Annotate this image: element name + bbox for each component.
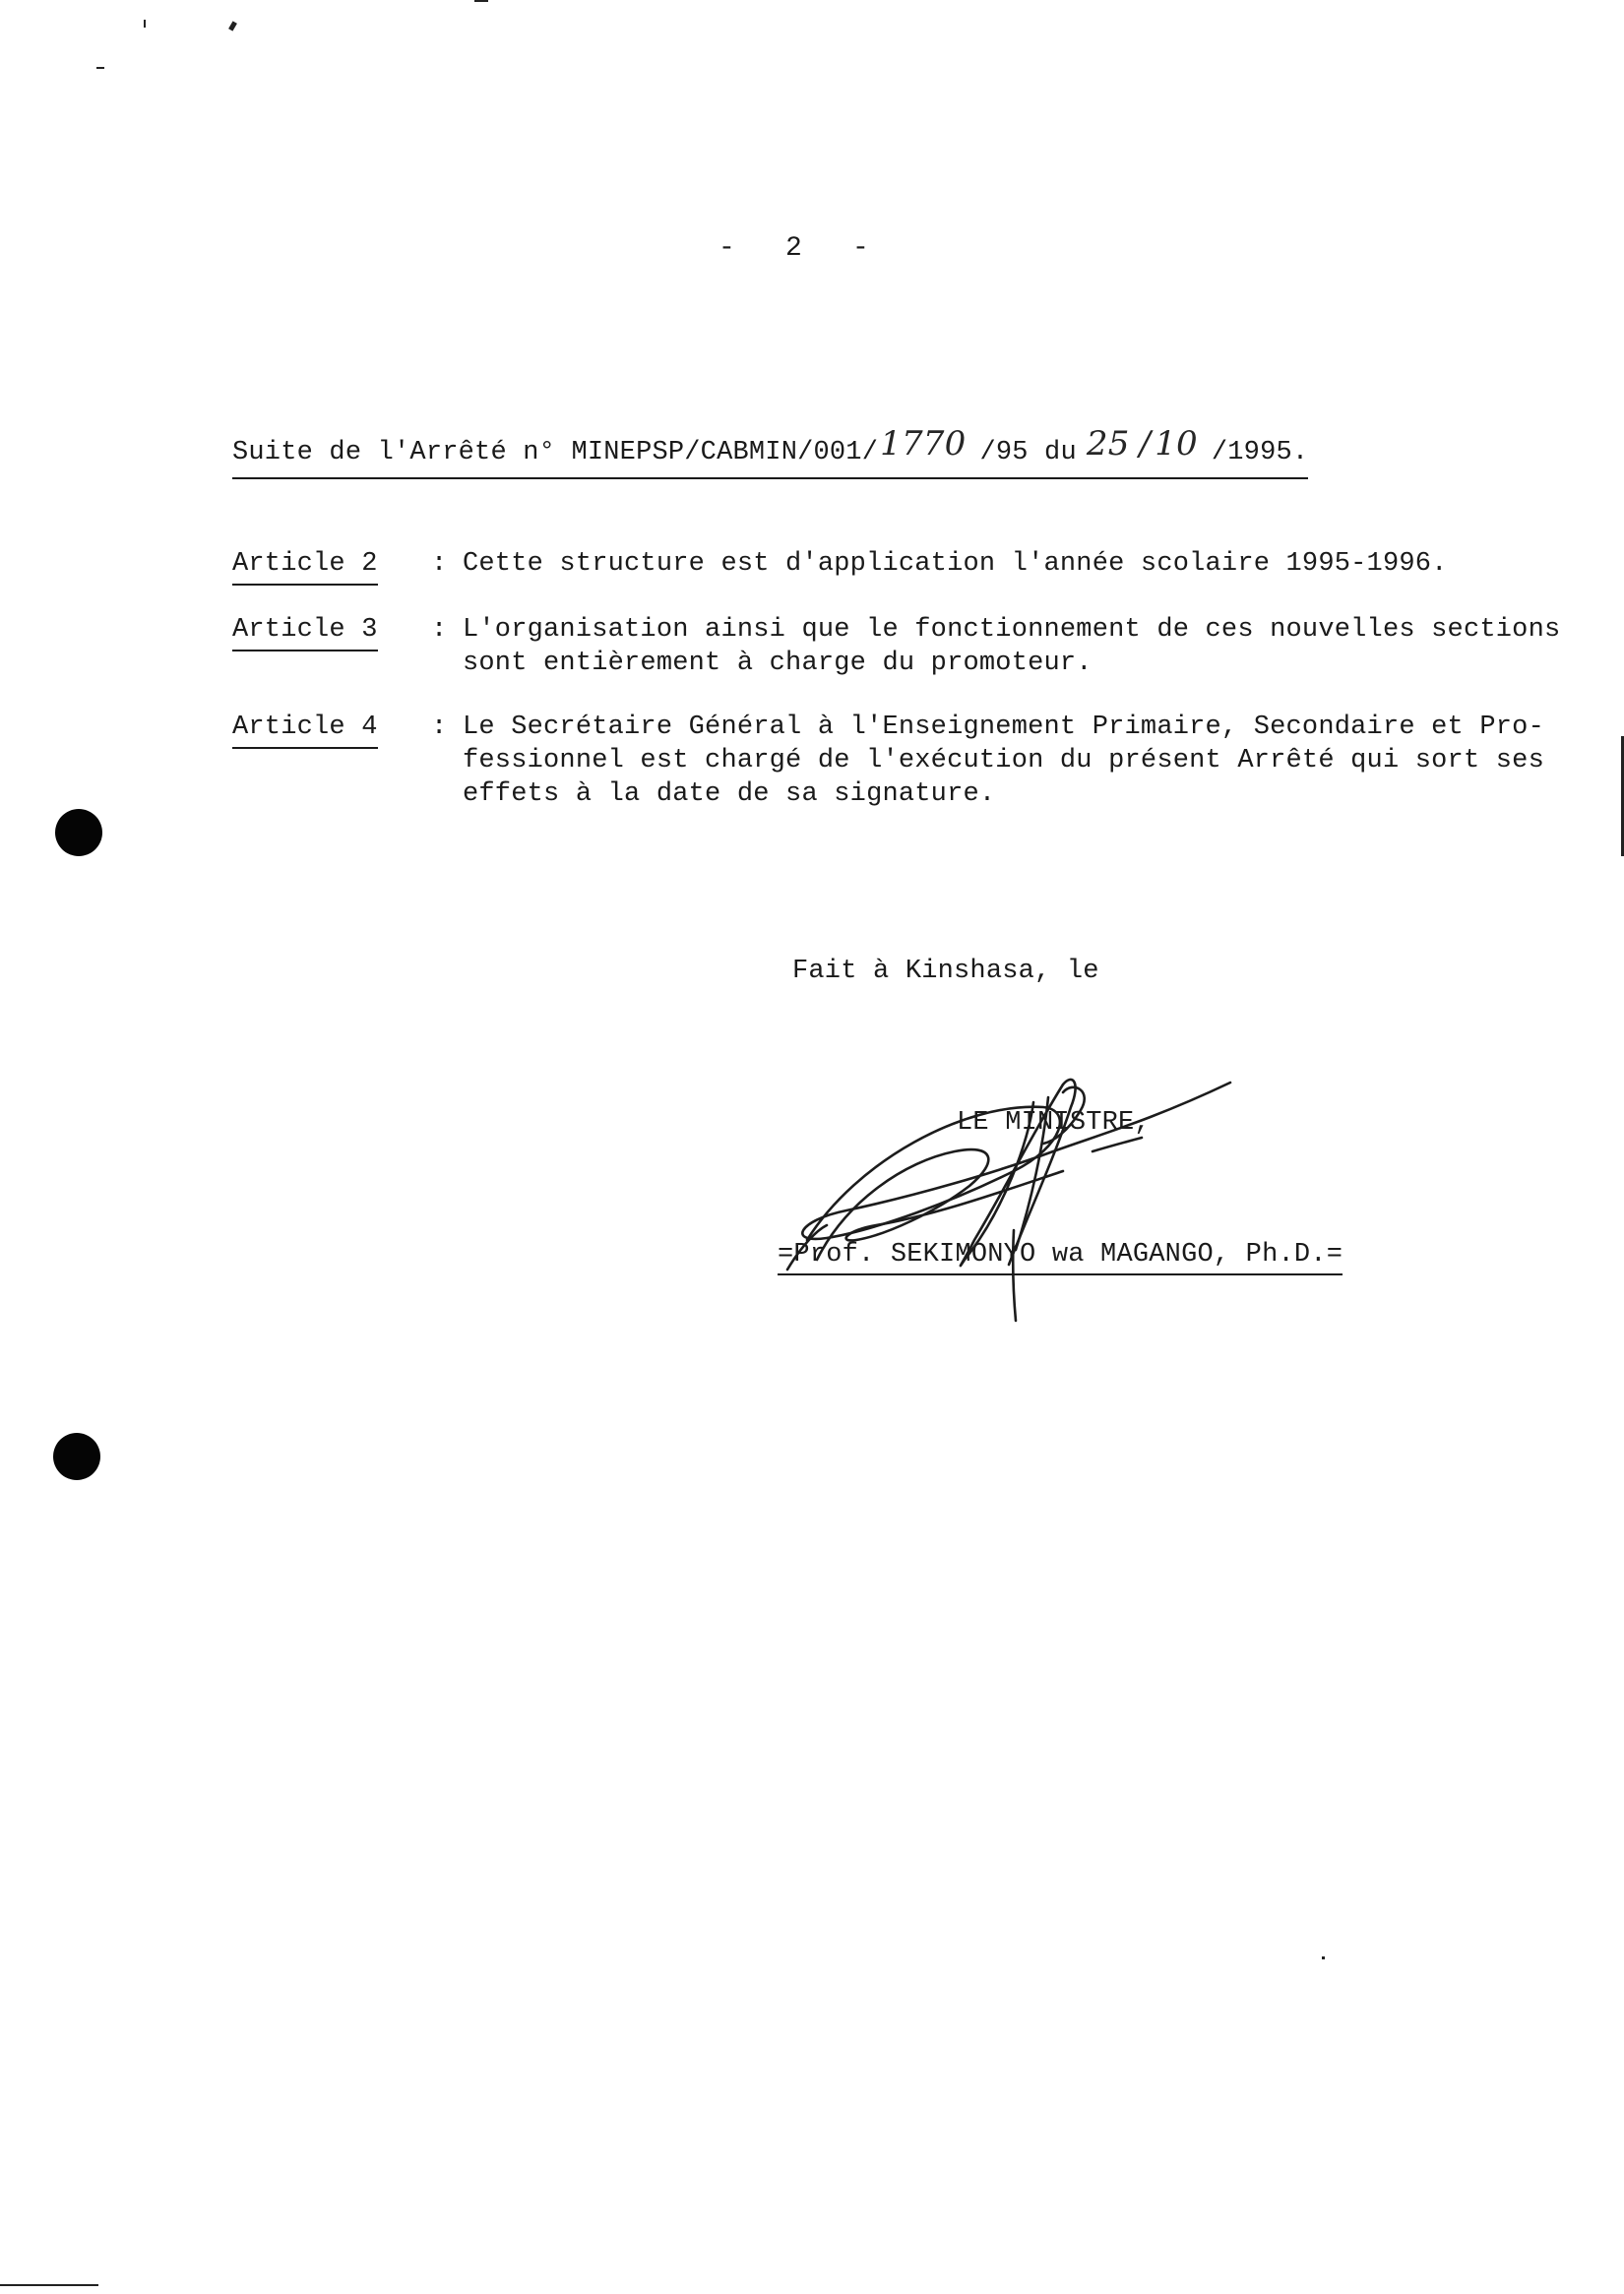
article-text-line: fessionnel est chargé de l'exécution du présent Arrêté qui sort ses (463, 746, 1544, 775)
article-text-line: sont entièrement à charge du promoteur. (463, 649, 1093, 678)
handwritten-month: 10 (1155, 424, 1198, 464)
page-number: - 2 - (718, 233, 870, 264)
punch-hole (53, 1433, 100, 1480)
handwritten-signature (768, 1063, 1240, 1338)
article-colon: : (431, 549, 448, 579)
punch-hole (55, 809, 102, 856)
scan-edge-line (0, 2284, 98, 2286)
article-label: Article 4 (232, 711, 378, 749)
place-date-line: Fait à Kinshasa, le (792, 957, 1099, 986)
minister-title: LE MINISTRE, (957, 1108, 1151, 1138)
article-label: Article 2 (232, 547, 378, 586)
scan-speck (474, 0, 488, 2)
handwritten-decree-number: 1770 (880, 424, 967, 464)
article-text-line: Le Secrétaire Général à l'Enseignement Primaire, Secondaire et Pro- (463, 713, 1544, 742)
article-text-line: L'organisation ainsi que le fonctionnement de ces nouvelles sections (463, 615, 1561, 645)
article-colon: : (431, 713, 448, 742)
article-colon: : (431, 615, 448, 645)
scan-speck (228, 21, 237, 31)
heading-prefix: Suite de l'Arrêté n° MINEPSP/CABMIN/001/ (232, 438, 879, 467)
decree-reference-heading (232, 424, 1309, 479)
signatory-name: =Prof. SEKIMONYO wa MAGANGO, Ph.D.= (778, 1238, 1343, 1275)
handwritten-date-separator: / (1139, 424, 1152, 464)
scan-speck (1322, 1956, 1325, 1959)
article-label: Article 3 (232, 613, 378, 651)
heading-suffix: /1995. (1211, 438, 1309, 467)
scan-speck (144, 20, 146, 28)
article-text-line: effets à la date de sa signature. (463, 779, 996, 809)
scan-speck (96, 67, 104, 69)
handwritten-day: 25 (1086, 424, 1130, 464)
article-text-line: Cette structure est d'application l'année scolaire 1995-1996. (463, 549, 1448, 579)
heading-middle: /95 du (979, 438, 1077, 467)
